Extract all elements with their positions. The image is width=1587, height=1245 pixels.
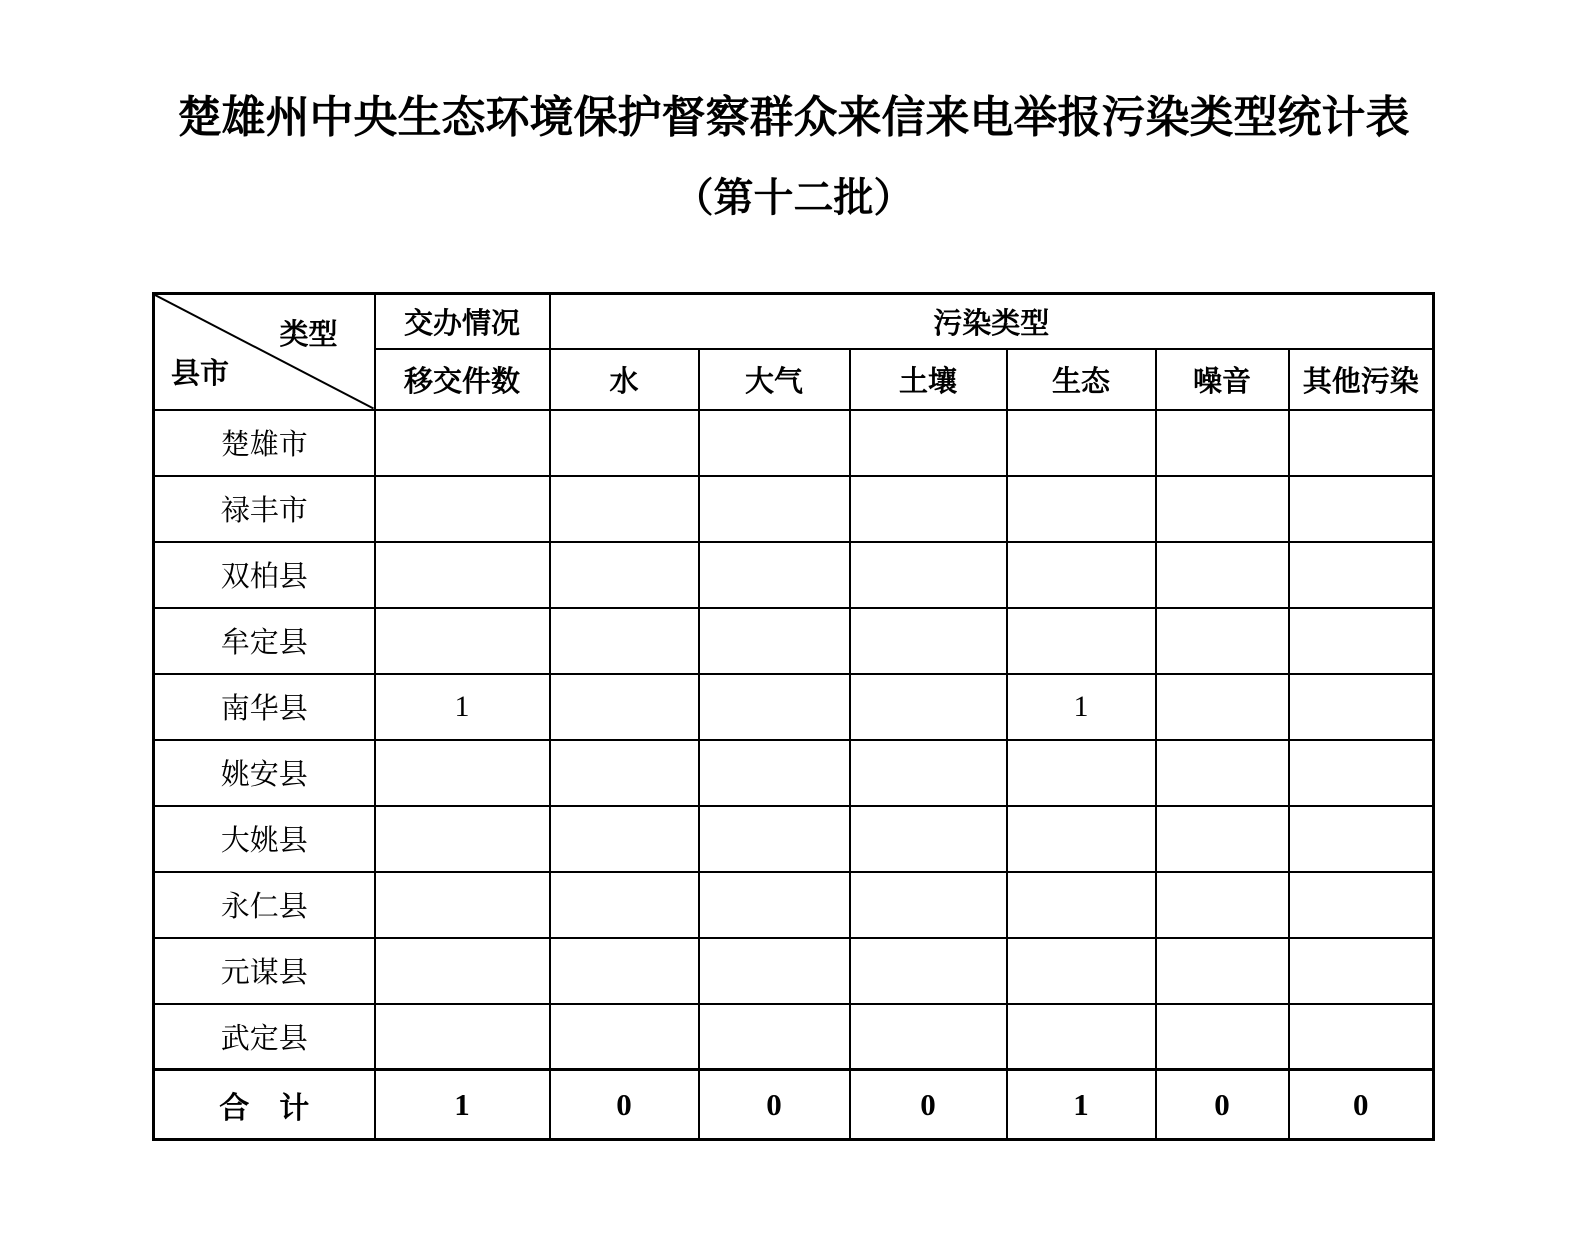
data-cell (1156, 806, 1289, 872)
table-row (154, 1004, 1434, 1070)
data-cell (375, 608, 550, 674)
group-header-handling: 交办情况 (375, 294, 550, 349)
data-cell (1156, 938, 1289, 1004)
data-cell (550, 938, 699, 1004)
data-cell (1289, 476, 1434, 542)
table-row (154, 872, 1434, 938)
data-cell (699, 410, 850, 476)
data-cell (1007, 608, 1156, 674)
data-cell (850, 806, 1007, 872)
total-cell: 0 (1289, 1070, 1434, 1140)
data-cell (1156, 872, 1289, 938)
data-cell (1289, 872, 1434, 938)
table-row (154, 740, 1434, 806)
data-cell (699, 1004, 850, 1070)
data-cell (1289, 1004, 1434, 1070)
data-cell (699, 806, 850, 872)
total-cell: 1 (1007, 1070, 1156, 1140)
page-title: 楚雄州中央生态环境保护督察群众来信来电举报污染类型统计表 (177, 93, 1410, 142)
data-cell (850, 410, 1007, 476)
data-cell (850, 938, 1007, 1004)
data-cell (550, 542, 699, 608)
data-cell (1007, 476, 1156, 542)
data-cell (1289, 740, 1434, 806)
table-row (154, 476, 1434, 542)
data-cell (699, 872, 850, 938)
data-cell (1007, 872, 1156, 938)
data-cell (699, 674, 850, 740)
row-label: 楚雄市 (154, 410, 375, 476)
table-row (154, 410, 1434, 476)
data-cell: 1 (1007, 674, 1156, 740)
data-cell (1007, 806, 1156, 872)
column-header-noise: 噪音 (1156, 349, 1289, 410)
data-cell (375, 806, 550, 872)
group-header-pollution-type: 污染类型 (550, 294, 1434, 349)
data-cell (1007, 542, 1156, 608)
data-cell (375, 476, 550, 542)
data-cell (699, 938, 850, 1004)
diagonal-divider-line (155, 295, 374, 409)
data-cell (1007, 740, 1156, 806)
column-header-other: 其他污染 (1289, 349, 1434, 410)
row-label: 牟定县 (154, 608, 375, 674)
total-cell: 0 (550, 1070, 699, 1140)
column-header-water: 水 (550, 349, 699, 410)
table-row (154, 674, 1434, 740)
row-label: 永仁县 (154, 872, 375, 938)
data-cell (375, 872, 550, 938)
data-cell (375, 410, 550, 476)
data-cell (375, 1004, 550, 1070)
group-header-row (154, 294, 1434, 349)
data-cell (699, 608, 850, 674)
data-cell (1156, 1004, 1289, 1070)
table-row (154, 938, 1434, 1004)
row-label: 元谋县 (154, 938, 375, 1004)
data-cell (1289, 410, 1434, 476)
row-label: 武定县 (154, 1004, 375, 1070)
column-header-transferred: 移交件数 (375, 349, 550, 410)
column-header-soil: 土壤 (850, 349, 1007, 410)
data-cell (850, 608, 1007, 674)
data-cell (1156, 476, 1289, 542)
data-cell (850, 740, 1007, 806)
data-cell (375, 740, 550, 806)
data-cell (699, 542, 850, 608)
data-cell (699, 476, 850, 542)
data-cell (699, 740, 850, 806)
data-cell (550, 476, 699, 542)
corner-label-type: 类型 (279, 319, 338, 351)
total-row-label: 合 计 (154, 1070, 375, 1140)
data-cell (1156, 740, 1289, 806)
table-row (154, 542, 1434, 608)
total-cell: 0 (850, 1070, 1007, 1140)
data-cell (375, 938, 550, 1004)
data-cell: 1 (375, 674, 550, 740)
corner-label-county: 县市 (171, 357, 230, 390)
row-label: 姚安县 (154, 740, 375, 806)
data-cell (1007, 938, 1156, 1004)
data-cell (1156, 674, 1289, 740)
row-label: 禄丰市 (154, 476, 375, 542)
data-cell (1007, 1004, 1156, 1070)
data-cell (850, 872, 1007, 938)
data-cell (550, 674, 699, 740)
page-subtitle: （第十二批） (673, 175, 914, 220)
data-cell (550, 740, 699, 806)
row-label: 双柏县 (154, 542, 375, 608)
data-cell (550, 1004, 699, 1070)
data-cell (1156, 410, 1289, 476)
data-cell (550, 608, 699, 674)
row-label: 南华县 (154, 674, 375, 740)
total-cell: 1 (375, 1070, 550, 1140)
total-row (154, 1070, 1434, 1140)
total-cell: 0 (1156, 1070, 1289, 1140)
data-cell (1289, 806, 1434, 872)
data-cell (1289, 542, 1434, 608)
data-cell (550, 410, 699, 476)
corner-header-cell (154, 294, 375, 410)
data-cell (550, 872, 699, 938)
column-header-ecology: 生态 (1007, 349, 1156, 410)
data-cell (850, 1004, 1007, 1070)
total-cell: 0 (699, 1070, 850, 1140)
data-cell (1289, 608, 1434, 674)
data-cell (375, 542, 550, 608)
column-header-air: 大气 (699, 349, 850, 410)
data-cell (1289, 674, 1434, 740)
data-cell (1156, 542, 1289, 608)
table-row (154, 806, 1434, 872)
data-cell (1156, 608, 1289, 674)
data-cell (1289, 938, 1434, 1004)
data-cell (550, 806, 699, 872)
table-row (154, 608, 1434, 674)
data-cell (850, 542, 1007, 608)
data-cell (850, 476, 1007, 542)
data-cell (1007, 410, 1156, 476)
data-cell (850, 674, 1007, 740)
statistics-table (152, 292, 1435, 1141)
row-label: 大姚县 (154, 806, 375, 872)
